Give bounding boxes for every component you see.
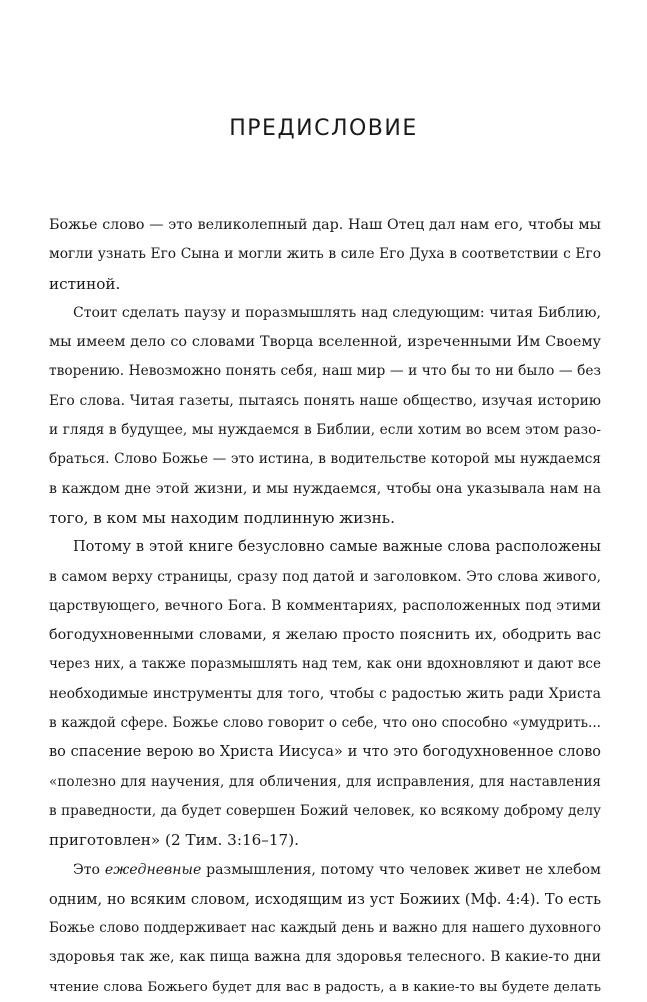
- text-line: царствующего, вечного Бога. В комментариях, расположенных под этими: [49, 597, 601, 614]
- text-line: Потому в этой книге безусловно самые важные слова расположены: [73, 539, 601, 556]
- text-line: [49, 856, 601, 885]
- text-line: одним, но всяким словом, исходящим из уст Божиих (Мф. 4:4). То есть: [49, 890, 601, 908]
- text-line: Божье слово поддерживает нас каждый день и важно для нашего духовного: [49, 920, 601, 937]
- paragraph-4: [49, 856, 601, 1002]
- text-line: Его слова. Читая газеты, пытаясь понять наше общество, изучая историю: [49, 392, 601, 409]
- text-line: во спасение верою во Христа Иисуса» и что это богодухновенное слово: [49, 744, 601, 761]
- text-line: богодухновенными словами, я желаю просто пояснить их, ободрить вас: [49, 627, 601, 644]
- text-line: истиной.: [49, 274, 121, 293]
- text-line: приготовлен» (2 Тим. 3:16–17).: [49, 831, 299, 850]
- paragraph-1: [49, 211, 601, 299]
- paragraph-2: [49, 299, 601, 533]
- text-line: Стоит сделать паузу и поразмышлять над следующим: читая Библию,: [73, 304, 601, 321]
- text-run: размышления, потому что человек живет не хлебом: [201, 861, 601, 878]
- text-line: Божье слово — это великолепный дар. Наш Отец дал нам его, чтобы мы: [49, 217, 601, 233]
- text-line: в каждом дне этой жизни, и мы нуждаемся, чтобы она указывала нам на: [49, 480, 601, 497]
- text-line: необходимые инструменты для того, чтобы с радостью жить ради Христа: [49, 685, 601, 702]
- emphasis-text: ежедневные: [104, 861, 202, 878]
- text-run: Это: [73, 861, 105, 878]
- text-line: в каждой сфере. Божье слово говорит о себе, что оно способно «умудрить...: [49, 715, 601, 732]
- body-text: [49, 211, 601, 1002]
- text-line: чтение слова Божьего будет для вас в радость, а в какие-то вы будете делать: [49, 979, 601, 995]
- paragraph-3: [49, 533, 601, 855]
- text-line: творению. Невозможно понять себя, наш мир — и что бы то ни было — без: [49, 363, 601, 380]
- text-line: в праведности, да будет совершен Божий человек, ко всякому доброму делу: [49, 802, 601, 819]
- text-line: браться. Слово Божье — это истина, в водительстве которой мы нуждаемся: [49, 451, 601, 468]
- text-line: здоровья так же, как пища важна для здоровья телесного. В какие-то дни: [49, 949, 601, 966]
- text-line: «полезно для научения, для обличения, для исправления, для наставления: [49, 773, 601, 790]
- text-line: того, в ком мы находим подлинную жизнь.: [49, 508, 395, 527]
- text-line: мы имеем дело со словами Творца вселенной, изреченными Им Своему: [49, 334, 601, 351]
- text-line: и глядя в будущее, мы нуждаемся в Библии, если хотим во всем этом разо-: [49, 422, 601, 439]
- page-title: ПРЕДИСЛОВИЕ: [229, 116, 418, 141]
- text-line: через них, а также поразмышлять над тем, как они вдохновляют и дают все: [49, 656, 601, 673]
- text-line: в самом верху страницы, сразу под датой и заголовком. Это слова живого,: [49, 568, 601, 585]
- text-line: могли узнать Его Сына и могли жить в силе Его Духа в соответствии с Его: [49, 246, 601, 263]
